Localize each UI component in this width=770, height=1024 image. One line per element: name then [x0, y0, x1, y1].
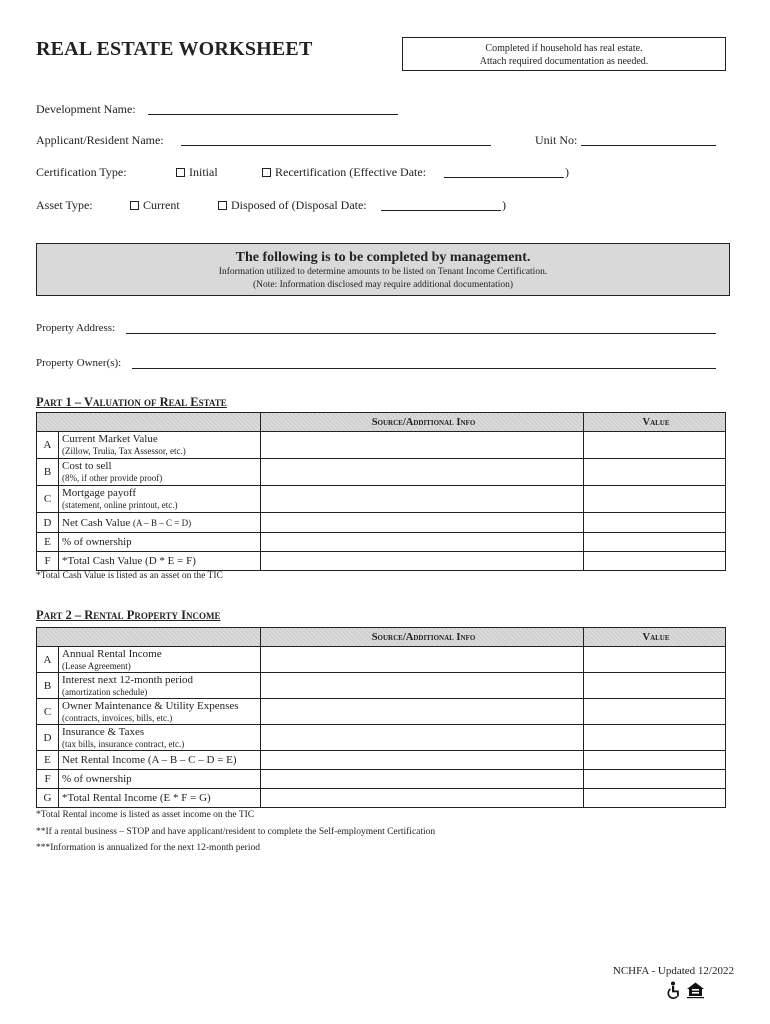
row-letter: E	[37, 533, 59, 552]
value-cell[interactable]	[584, 486, 726, 513]
development-name-label: Development Name:	[36, 102, 136, 116]
row-letter: B	[37, 459, 59, 486]
source-cell[interactable]	[261, 673, 584, 699]
row-letter: D	[37, 513, 59, 533]
part1-col-value: Value	[584, 413, 726, 432]
recertification-option[interactable]	[262, 165, 426, 180]
effective-date-field[interactable]	[444, 177, 564, 178]
row-sublabel: (amortization schedule)	[62, 686, 148, 697]
row-label-text: Insurance & Taxes	[62, 725, 145, 738]
row-sublabel: (8%, if other provide proof)	[62, 473, 163, 483]
row-letter: C	[37, 486, 59, 513]
part2-col-value: Value	[584, 628, 726, 647]
row-sublabel: (statement, online printout, etc.)	[62, 500, 178, 510]
row-label-text: Mortgage payoff	[62, 487, 137, 499]
current-option[interactable]	[130, 198, 180, 213]
row-label-text: Current Market Value	[62, 433, 158, 445]
part1-footnote: *Total Cash Value is listed as an asset on the TIC	[36, 571, 223, 581]
management-box	[36, 243, 730, 296]
row-sublabel: (tax bills, insurance contract, etc.)	[62, 738, 185, 749]
property-address-field[interactable]	[126, 333, 716, 334]
row-label: % of ownership	[59, 770, 261, 789]
source-cell[interactable]	[261, 770, 584, 789]
initial-option[interactable]	[176, 165, 218, 180]
value-cell[interactable]	[584, 533, 726, 552]
source-cell[interactable]	[261, 647, 584, 673]
source-cell[interactable]	[261, 432, 584, 459]
table-row	[37, 751, 726, 770]
row-label-text: Cost to sell	[62, 460, 112, 472]
value-cell[interactable]	[584, 673, 726, 699]
row-letter: F	[37, 770, 59, 789]
row-label	[59, 699, 261, 725]
table-row	[37, 459, 726, 486]
row-label-text: Owner Maintenance & Utility Expenses	[62, 699, 239, 712]
value-cell[interactable]	[584, 552, 726, 571]
source-cell[interactable]	[261, 725, 584, 751]
row-sublabel: (contracts, invoices, bills, etc.)	[62, 712, 173, 723]
part2-footnote-3: ***Information is annualized for the next 12-month period	[36, 843, 260, 853]
disposal-date-field[interactable]	[381, 210, 501, 211]
part2-footnote-2: **If a rental business – STOP and have applicant/resident to complete the Self-employment Certification	[36, 827, 436, 837]
part2-footnote-1: *Total Rental income is listed as asset income on the TIC	[36, 810, 255, 820]
row-label-text: Interest next 12-month period	[62, 673, 194, 686]
effective-date-close: )	[565, 165, 569, 179]
table-row	[37, 789, 726, 808]
part1-table	[36, 412, 726, 571]
source-cell[interactable]	[261, 486, 584, 513]
current-checkbox[interactable]	[130, 201, 139, 210]
row-letter: F	[37, 552, 59, 571]
notice-box	[402, 37, 726, 71]
disposed-checkbox[interactable]	[218, 201, 227, 210]
row-letter: D	[37, 725, 59, 751]
row-sublabel: (Zillow, Trulia, Tax Assessor, etc.)	[62, 446, 186, 456]
asset-type-label: Asset Type:	[36, 198, 93, 212]
development-name-field[interactable]	[148, 114, 398, 115]
footer-revision: NCHFA - Updated 12/2022	[612, 965, 734, 977]
value-cell[interactable]	[584, 459, 726, 486]
row-label: % of ownership	[59, 533, 261, 552]
value-cell[interactable]	[584, 770, 726, 789]
notice-line-2: Attach required documentation as needed.	[479, 56, 649, 67]
row-label	[59, 432, 261, 459]
source-cell[interactable]	[261, 552, 584, 571]
row-label	[59, 673, 261, 699]
row-letter: E	[37, 751, 59, 770]
wheelchair-accessibility-icon	[668, 982, 679, 999]
row-label	[59, 647, 261, 673]
table-row	[37, 432, 726, 459]
row-label	[59, 725, 261, 751]
part2-heading: Part 2 – Rental Property Income	[36, 608, 221, 622]
value-cell[interactable]	[584, 432, 726, 459]
source-cell[interactable]	[261, 789, 584, 808]
row-letter: B	[37, 673, 59, 699]
certification-type-label: Certification Type:	[36, 165, 127, 179]
row-label	[59, 486, 261, 513]
disposed-label: Disposed of (Disposal Date:	[231, 198, 367, 212]
row-letter: A	[37, 647, 59, 673]
unit-no-label: Unit No:	[535, 133, 578, 147]
table-row	[37, 486, 726, 513]
page-title: REAL ESTATE WORKSHEET	[36, 38, 313, 60]
row-letter: G	[37, 789, 59, 808]
row-label-text: Net Cash Value	[62, 516, 131, 529]
part1-heading: Part 1 – Valuation of Real Estate	[36, 395, 227, 409]
unit-no-field[interactable]	[581, 145, 716, 146]
row-sublabel: (A – B – C = D)	[132, 517, 192, 528]
management-heading: The following is to be completed by management.	[235, 250, 531, 265]
value-cell[interactable]	[584, 513, 726, 533]
recertification-label: Recertification (Effective Date:	[275, 165, 427, 179]
value-cell[interactable]	[584, 699, 726, 725]
notice-line-1: Completed if household has real estate.	[485, 43, 643, 54]
row-label	[59, 513, 261, 533]
management-line-1: Information utilized to determine amounts to be listed on Tenant Income Certification.	[218, 267, 548, 277]
row-sublabel: (Lease Agreement)	[62, 660, 131, 671]
initial-label: Initial	[189, 165, 218, 179]
row-letter: A	[37, 432, 59, 459]
table-row	[37, 647, 726, 673]
row-label	[59, 459, 261, 486]
row-label: *Total Rental Income (E * F = G)	[59, 789, 261, 808]
source-cell[interactable]	[261, 751, 584, 770]
value-cell[interactable]	[584, 725, 726, 751]
source-cell[interactable]	[261, 699, 584, 725]
property-owners-field[interactable]	[132, 368, 716, 369]
equal-housing-icon	[687, 983, 704, 999]
property-owners-label: Property Owner(s):	[36, 357, 122, 369]
footer-icons	[666, 981, 706, 1004]
table-row	[37, 725, 726, 751]
source-cell[interactable]	[261, 459, 584, 486]
applicant-name-field[interactable]	[181, 145, 491, 146]
part2-table	[36, 627, 726, 808]
row-label-text: Annual Rental Income	[62, 647, 162, 660]
value-cell[interactable]	[584, 789, 726, 808]
row-label: *Total Cash Value (D * E = F)	[59, 552, 261, 571]
table-row	[37, 699, 726, 725]
applicant-name-label: Applicant/Resident Name:	[36, 133, 164, 147]
part1-header-blank	[37, 413, 261, 432]
property-address-label: Property Address:	[36, 322, 116, 334]
disposal-date-close: )	[502, 198, 506, 212]
row-label: Net Rental Income (A – B – C – D = E)	[59, 751, 261, 770]
part2-header-blank	[37, 628, 261, 647]
table-row	[37, 513, 726, 533]
table-row	[37, 673, 726, 699]
current-label: Current	[143, 198, 180, 212]
disposed-option[interactable]	[218, 198, 367, 213]
part2-col-source: Source/Additional Info	[261, 628, 584, 647]
source-cell[interactable]	[261, 533, 584, 552]
value-cell[interactable]	[584, 647, 726, 673]
table-row	[37, 533, 726, 552]
table-row	[37, 552, 726, 571]
row-letter: C	[37, 699, 59, 725]
table-row	[37, 770, 726, 789]
part1-col-source: Source/Additional Info	[261, 413, 584, 432]
source-cell[interactable]	[261, 513, 584, 533]
management-line-2: (Note: Information disclosed may require additional documentation)	[252, 280, 514, 290]
value-cell[interactable]	[584, 751, 726, 770]
recertification-checkbox[interactable]	[262, 168, 271, 177]
initial-checkbox[interactable]	[176, 168, 185, 177]
